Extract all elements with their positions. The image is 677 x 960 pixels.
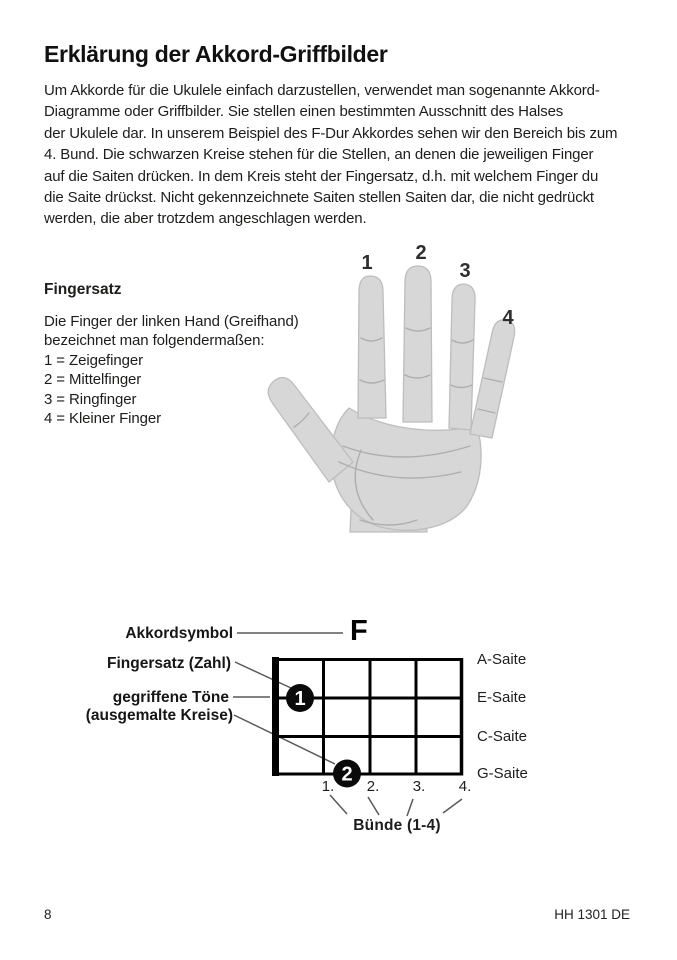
finger-number-1: 1: [361, 252, 373, 274]
intro-line: werden, die aber trotzdem angeschlagen werden.: [44, 210, 367, 228]
fingersatz-line: Die Finger der linken Hand (Greifhand): [44, 313, 299, 330]
hand-illustration: [263, 238, 545, 534]
fingersatz-list: [44, 312, 299, 428]
fret-grid: [272, 657, 463, 776]
finger-dot-2-number: 2: [341, 763, 353, 786]
chord-grid: [0, 610, 677, 850]
string-label-a: A-Saite: [477, 651, 527, 668]
intro-line: Diagramme oder Griffbilder. Sie stellen einen bestimmten Ausschnitt des Halses: [44, 103, 564, 121]
intro-line: der Ukulele dar. In unserem Beispiel des F-Dur Akkordes sehen wir den Bereich bis zum: [44, 124, 618, 142]
fret-label-4: 4.: [458, 778, 472, 795]
page-title: Erklärung der Akkord-Griffbilder: [44, 41, 388, 67]
string-label-c: C-Saite: [477, 728, 528, 745]
hand-shape: [268, 266, 514, 532]
string-label-g: G-Saite: [477, 765, 528, 782]
intro-paragraph: [44, 80, 617, 230]
buende-fan-lines: [330, 795, 462, 816]
chord-symbol: F: [350, 615, 368, 647]
fingersatz-item: 4 = Kleiner Finger: [44, 410, 162, 428]
fret-label-2: 2.: [366, 778, 380, 795]
page-number: 8: [44, 907, 52, 922]
finger-number-3: 3: [459, 260, 471, 282]
intro-line: auf die Saiten drücken. In dem Kreis steht der Fingersatz, d.h. mit welchem Finger du: [44, 167, 599, 185]
finger-number-labels: [361, 242, 514, 329]
fret-label-1: 1.: [321, 778, 335, 795]
fingersatz-item: 1 = Zeigefinger: [44, 351, 143, 369]
doc-code: HH 1301 DE: [554, 907, 630, 922]
buende-caption: Bünde (1-4): [353, 817, 441, 834]
label-ausgemalte-kreise: (ausgemalte Kreise): [85, 707, 233, 724]
fret-label-3: 3.: [412, 778, 426, 795]
fingersatz-item: 3 = Ringfinger: [44, 390, 137, 408]
finger-dot-1-number: 1: [294, 688, 306, 710]
intro-line: die Saite drückst. Nicht gekennzeichnete Saiten stellen Saiten dar, die nicht gedrückt: [44, 189, 594, 207]
intro-line: 4. Bund. Die schwarzen Kreise stehen für die Stellen, an denen die jeweiligen Finger: [44, 146, 594, 164]
finger-number-2: 2: [415, 242, 427, 264]
label-akkordsymbol: Akkordsymbol: [125, 625, 233, 642]
string-label-e: E-Saite: [477, 689, 527, 706]
nut-bar: [272, 657, 279, 776]
finger-number-4: 4: [502, 307, 514, 329]
fingersatz-line: bezeichnet man folgendermaßen:: [44, 332, 265, 350]
fingersatz-heading: Fingersatz: [44, 281, 122, 298]
fingersatz-item: 2 = Mittelfinger: [44, 371, 142, 389]
label-gegriffene-toene: gegriffene Töne: [112, 689, 229, 706]
intro-line: Um Akkorde für die Ukulele einfach darzustellen, verwendet man sogenannte Akkord-: [44, 82, 600, 99]
label-fingersatz-zahl: Fingersatz (Zahl): [106, 655, 231, 672]
